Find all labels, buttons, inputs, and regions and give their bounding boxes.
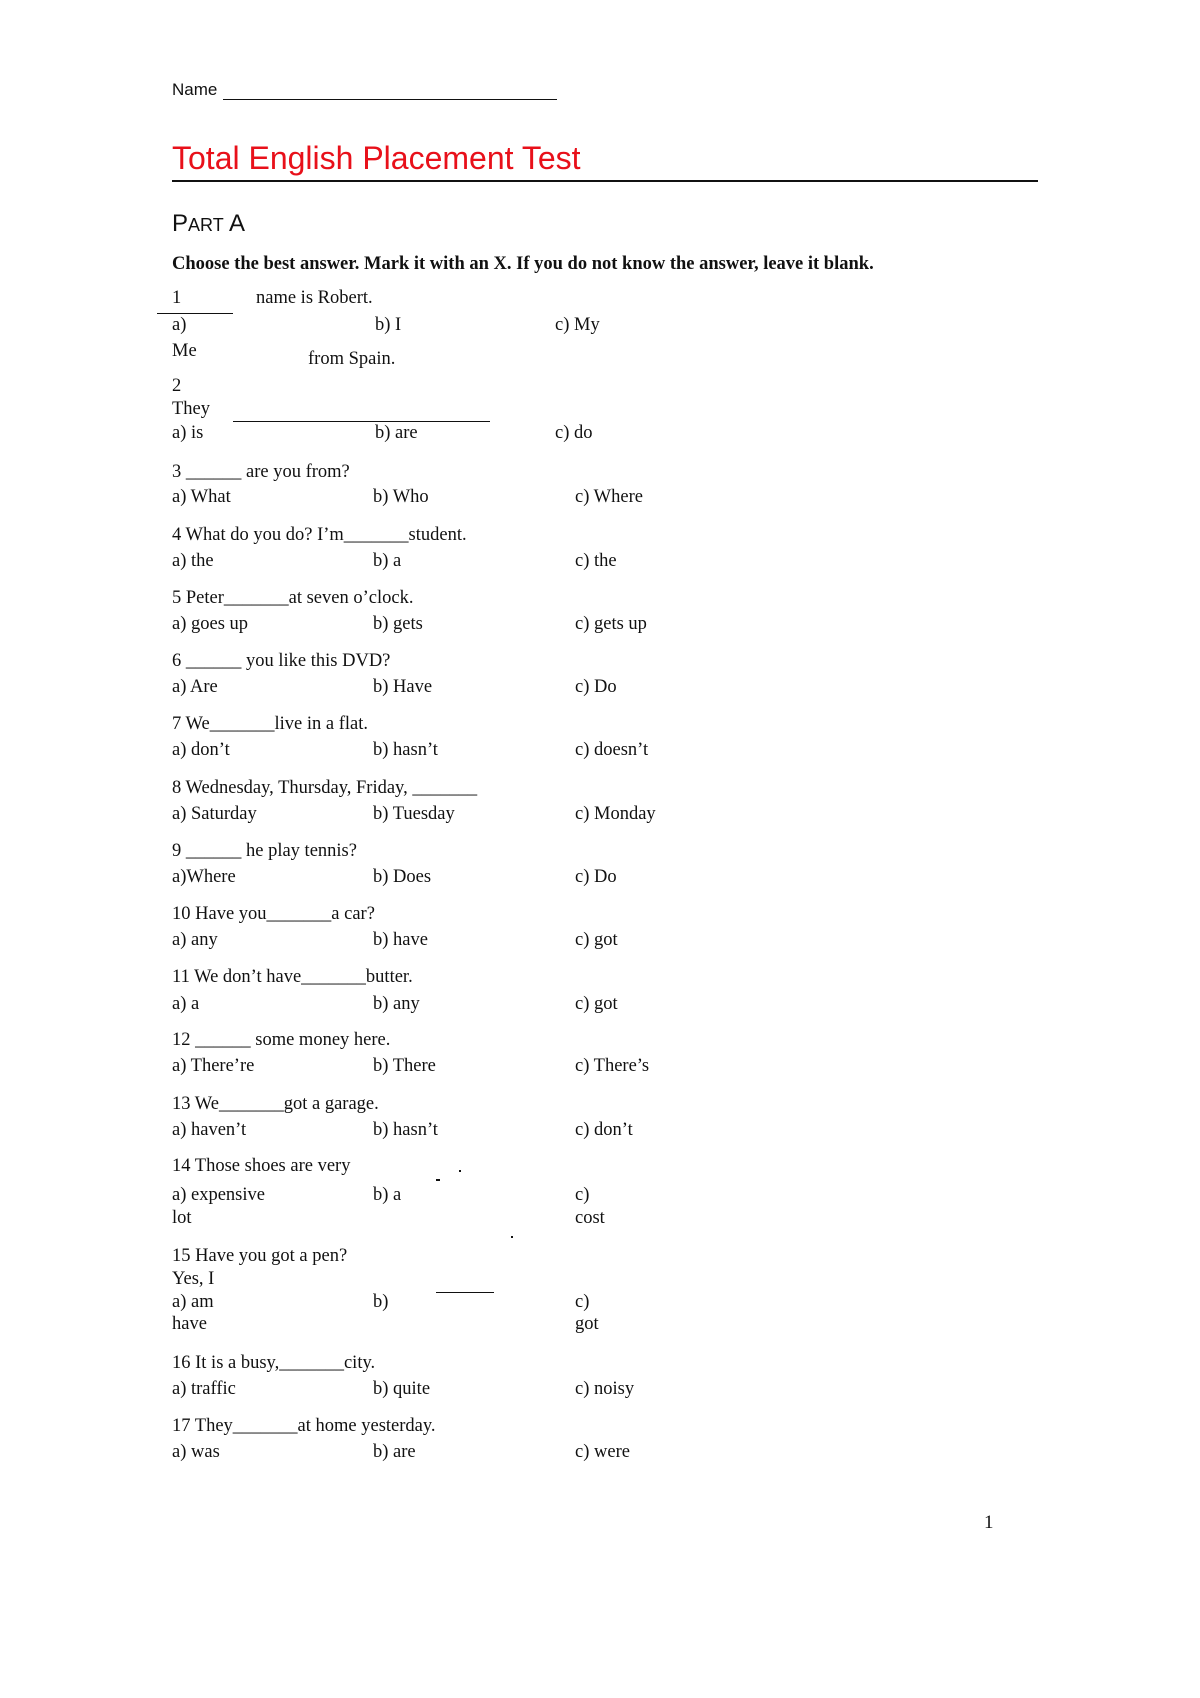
option-a[interactable]: a)Where <box>172 867 236 887</box>
option-c-text: cost <box>575 1208 605 1228</box>
option-b[interactable]: b) Does <box>373 867 432 887</box>
option-c[interactable]: c) My <box>555 315 600 335</box>
name-label: Name <box>172 80 218 99</box>
part-heading-smallcaps: ART <box>188 215 224 235</box>
option-a[interactable]: a) was <box>172 1442 220 1462</box>
option-c[interactable]: c) were <box>575 1442 630 1462</box>
option-a[interactable]: a) expensive <box>172 1185 265 1205</box>
page-title: Total English Placement Test <box>172 140 581 176</box>
option-b[interactable]: b) have <box>373 930 428 950</box>
question-stem: 8 Wednesday, Thursday, Friday, _______ <box>172 778 478 798</box>
page-number: 1 <box>984 1512 994 1533</box>
option-c[interactable]: c) doesn’t <box>575 740 649 760</box>
question-stem: 16 It is a busy,_______city. <box>172 1353 376 1373</box>
option-c[interactable]: c) Do <box>575 867 617 887</box>
question-subject: They <box>172 399 211 419</box>
part-heading-initial: P <box>172 210 189 237</box>
option-a-text: Me <box>172 341 197 361</box>
name-blank-line <box>223 99 557 100</box>
instructions: Choose the best answer. Mark it with an X. If you do not know the answer, leave it blank. <box>172 254 874 274</box>
option-c-text: got <box>575 1314 599 1334</box>
option-b[interactable]: b) are <box>373 1442 416 1462</box>
option-b[interactable]: b) gets <box>373 614 423 634</box>
option-a[interactable]: a) am <box>172 1292 214 1312</box>
question-stem: 14 Those shoes are very <box>172 1156 351 1176</box>
option-a[interactable]: a) is <box>172 423 204 443</box>
option-a[interactable]: a) There’re <box>172 1056 255 1076</box>
option-b[interactable]: b) Have <box>373 677 433 697</box>
option-b[interactable]: b) <box>373 1292 389 1312</box>
option-a[interactable]: a) goes up <box>172 614 249 634</box>
question-stem: 9 ______ he play tennis? <box>172 841 357 861</box>
option-b[interactable]: b) Who <box>373 487 429 507</box>
option-c[interactable]: c) do <box>555 423 593 443</box>
option-a[interactable]: a) don’t <box>172 740 230 760</box>
question-stem: 3 ______ are you from? <box>172 462 350 482</box>
question-stem: 10 Have you_______a car? <box>172 904 375 924</box>
option-c[interactable]: c) noisy <box>575 1379 635 1399</box>
option-a[interactable]: a) <box>172 315 187 335</box>
part-heading-letter: A <box>229 210 246 237</box>
option-b[interactable]: b) any <box>373 994 420 1014</box>
option-a[interactable]: a) a <box>172 994 200 1014</box>
option-b[interactable]: b) Tuesday <box>373 804 455 824</box>
option-c[interactable]: c) Do <box>575 677 617 697</box>
question-stem: 11 We don’t have_______butter. <box>172 967 413 987</box>
question-stem: 17 They_______at home yesterday. <box>172 1416 436 1436</box>
option-a[interactable]: a) Are <box>172 677 218 697</box>
option-c[interactable]: c) gets up <box>575 614 647 634</box>
question-number: 2 <box>172 376 182 396</box>
question-stem: 5 Peter_______at seven o’clock. <box>172 588 414 608</box>
option-b[interactable]: b) hasn’t <box>373 740 438 760</box>
option-c[interactable]: c) the <box>575 551 617 571</box>
option-b[interactable]: b) There <box>373 1056 436 1076</box>
question-response: Yes, I <box>172 1269 215 1289</box>
option-c[interactable]: c) got <box>575 994 618 1014</box>
option-c[interactable]: c) Monday <box>575 804 656 824</box>
question-stem: 7 We_______live in a flat. <box>172 714 368 734</box>
question-stem: 12 ______ some money here. <box>172 1030 391 1050</box>
option-a[interactable]: a) any <box>172 930 218 950</box>
stray-dot <box>511 1236 513 1238</box>
option-b[interactable]: b) a <box>373 551 402 571</box>
question-stem: 15 Have you got a pen? <box>172 1246 348 1266</box>
answer-blank <box>233 421 490 422</box>
option-c[interactable]: c) got <box>575 930 618 950</box>
option-b[interactable]: b) are <box>375 423 418 443</box>
option-c[interactable]: c) don’t <box>575 1120 633 1140</box>
option-a-text: have <box>172 1314 207 1334</box>
option-a[interactable]: a) traffic <box>172 1379 236 1399</box>
answer-blank <box>157 313 233 314</box>
option-c[interactable]: c) There’s <box>575 1056 650 1076</box>
question-stem: from Spain. <box>308 349 396 369</box>
option-b[interactable]: b) a <box>373 1185 402 1205</box>
title-divider <box>172 180 1038 182</box>
option-b[interactable]: b) I <box>375 315 402 335</box>
option-a[interactable]: a) haven’t <box>172 1120 247 1140</box>
option-c[interactable]: c) <box>575 1185 590 1205</box>
question-stem: 6 ______ you like this DVD? <box>172 651 391 671</box>
option-a-text: lot <box>172 1208 192 1228</box>
question-stem: name is Robert. <box>256 288 373 308</box>
question-number: 1 <box>172 288 182 308</box>
option-b[interactable]: b) quite <box>373 1379 431 1399</box>
part-heading <box>172 210 245 238</box>
answer-blank <box>436 1292 494 1293</box>
option-c[interactable]: c) <box>575 1292 590 1312</box>
option-b[interactable]: b) hasn’t <box>373 1120 438 1140</box>
question-stem: 4 What do you do? I’m_______student. <box>172 525 467 545</box>
question-stem: 13 We_______got a garage. <box>172 1094 379 1114</box>
stray-mark <box>436 1179 440 1181</box>
option-c[interactable]: c) Where <box>575 487 643 507</box>
option-a[interactable]: a) What <box>172 487 231 507</box>
stray-dot <box>459 1170 461 1172</box>
option-a[interactable]: a) Saturday <box>172 804 257 824</box>
option-a[interactable]: a) the <box>172 551 214 571</box>
